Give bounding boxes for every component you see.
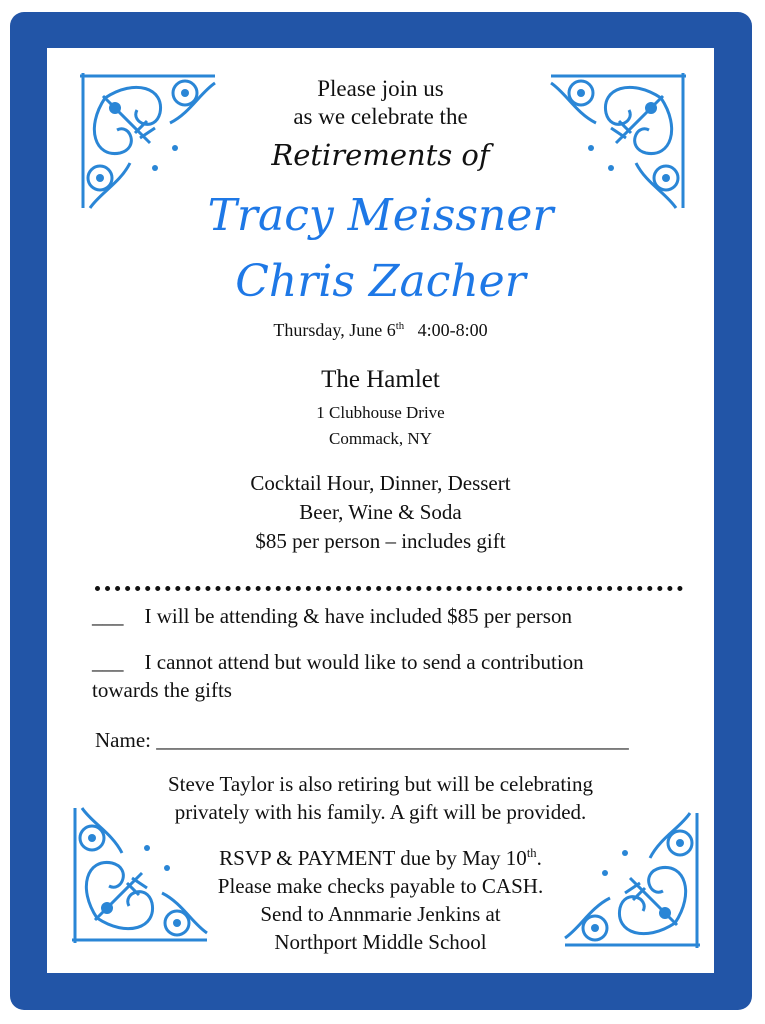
contribution-checkbox-blank[interactable]: ___	[92, 650, 124, 674]
rsvp-deadline	[47, 846, 714, 871]
rsvp-deadline-period: .	[536, 846, 542, 870]
attending-label: I will be attending & have included $85 per person	[144, 604, 572, 628]
event-time: 4:00-8:00	[417, 320, 488, 340]
invitation-card	[47, 48, 714, 973]
contribution-option	[92, 650, 584, 675]
venue-name: The Hamlet	[321, 366, 440, 393]
price-line: $85 per person – includes gift	[255, 529, 506, 553]
school-line: Northport Middle School	[274, 930, 487, 954]
honoree-2: Chris Zacher	[235, 256, 526, 307]
rsvp-deadline-text: RSVP & PAYMENT due by May 10	[219, 846, 527, 870]
intro-line-2: as we celebrate the	[293, 104, 468, 129]
contribution-label: I cannot attend but would like to send a contribution	[144, 650, 584, 674]
event-date: Thursday, June 6	[273, 320, 396, 340]
venue-address-2: Commack, NY	[329, 429, 432, 448]
contribution-label-cont: towards the gifts	[92, 678, 232, 702]
payable-line: Please make checks payable to CASH.	[217, 874, 544, 898]
cut-line-divider	[95, 586, 683, 591]
retirements-heading: Retirements of	[271, 138, 490, 172]
honoree-1: Tracy Meissner	[207, 190, 554, 241]
event-date-time	[47, 320, 714, 341]
note-line-2: privately with his family. A gift will be provided.	[174, 800, 587, 824]
send-to-line: Send to Annmarie Jenkins at	[260, 902, 501, 926]
name-field	[95, 728, 629, 753]
venue-address-1: 1 Clubhouse Drive	[316, 403, 445, 422]
menu-line-1: Cocktail Hour, Dinner, Dessert	[250, 471, 511, 495]
rsvp-deadline-suffix: th	[526, 846, 537, 860]
intro-line-1: Please join us	[317, 76, 444, 101]
menu-line-2: Beer, Wine & Soda	[299, 500, 462, 524]
name-label: Name:	[95, 728, 151, 752]
note-line-1: Steve Taylor is also retiring but will be celebrating	[167, 772, 594, 796]
attending-option	[92, 604, 572, 629]
attending-checkbox-blank[interactable]: ___	[92, 604, 124, 628]
name-input-line[interactable]: _____________________________________________	[156, 728, 629, 752]
event-date-suffix: th	[395, 320, 405, 332]
